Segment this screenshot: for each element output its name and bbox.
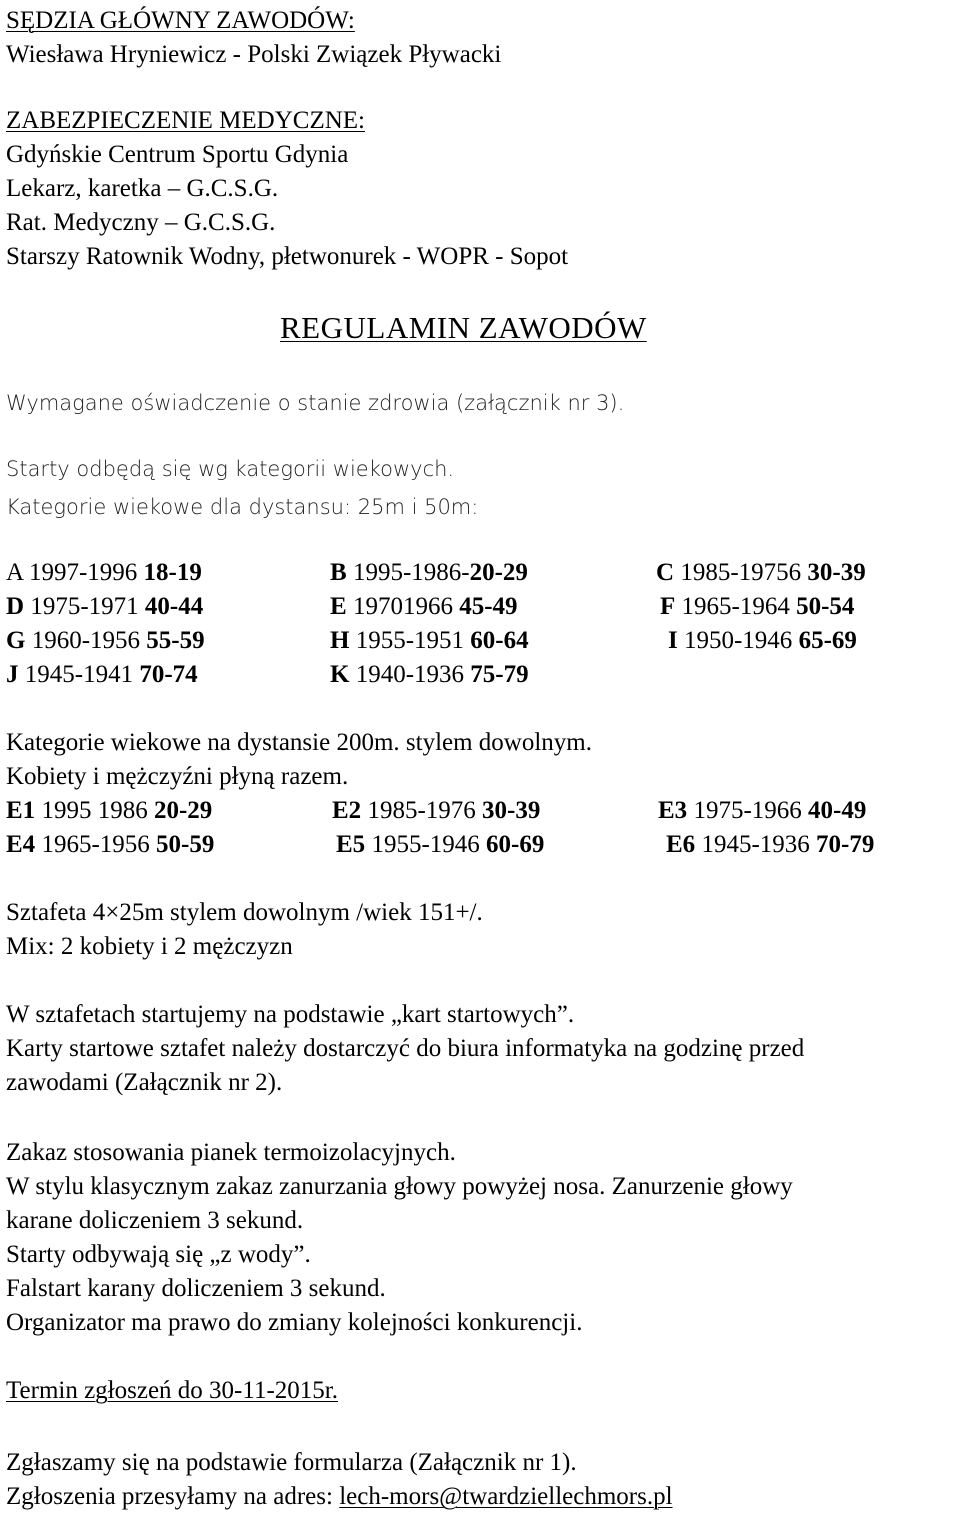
relay-cards-line: zawodami (Załącznik nr 2). xyxy=(6,1069,283,1096)
judge-name: Wiesława Hryniewicz - Polski Związek Pływacki xyxy=(6,41,502,68)
category-i: I 1950-1946 65-69 xyxy=(668,627,857,654)
category-g: G 1960-1956 55-59 xyxy=(6,627,205,654)
category-e5: E5 1955-1946 60-69 xyxy=(336,831,545,858)
category-f: F 1965-1964 50-54 xyxy=(660,593,855,620)
medical-heading: ZABEZPIECZENIE MEDYCZNE: xyxy=(6,107,365,134)
distance-categories-heading: Kategorie wiekowe dla dystansu: 25m i 50m: xyxy=(6,495,479,519)
relay-mix: Mix: 2 kobiety i 2 mężczyzn xyxy=(6,933,293,960)
medical-line: Lekarz, karetka – G.C.S.G. xyxy=(6,175,279,202)
registration-address xyxy=(6,1480,673,1514)
category-e6: E6 1945-1936 70-79 xyxy=(666,831,875,858)
rule-line: Starty odbywają się „z wody”. xyxy=(6,1241,311,1268)
registration-deadline: Termin zgłoszeń do 30-11-2015r. xyxy=(6,1377,338,1404)
category-e2: E2 1985-1976 30-39 xyxy=(332,797,541,824)
relay-cards-line: Karty startowe sztafet należy dostarczyć do biura informatyka na godzinę przed xyxy=(6,1035,805,1062)
relay-heading: Sztafeta 4×25m stylem dowolnym /wiek 151+/. xyxy=(6,899,483,926)
freestyle-note: Kobiety i mężczyźni płyną razem. xyxy=(6,763,349,790)
medical-line: Gdyńskie Centrum Sportu Gdynia xyxy=(6,141,349,168)
medical-line: Rat. Medyczny – G.C.S.G. xyxy=(6,209,276,236)
category-k: K 1940-1936 75-79 xyxy=(330,661,529,688)
rule-line: Organizator ma prawo do zmiany kolejności konkurencji. xyxy=(6,1309,583,1336)
category-h: H 1955-1951 60-64 xyxy=(330,627,529,654)
rule-line: W stylu klasycznym zakaz zanurzania głowy powyżej nosa. Zanurzenie głowy xyxy=(6,1173,793,1200)
freestyle-heading: Kategorie wiekowe na dystansie 200m. stylem dowolnym. xyxy=(6,729,592,756)
relay-cards-line: W sztafetach startujemy na podstawie „kart startowych”. xyxy=(6,1001,575,1028)
medical-line: Starszy Ratownik Wodny, płetwonurek - WOPR - Sopot xyxy=(6,243,569,270)
rule-line: karane doliczeniem 3 sekund. xyxy=(6,1207,304,1234)
registration-form-note: Zgłaszamy się na podstawie formularza (Załącznik nr 1). xyxy=(6,1449,577,1476)
category-c: C 1985-19756 30-39 xyxy=(656,559,866,586)
email-link[interactable]: lech-mors@twardziellechmors.pl xyxy=(339,1483,673,1510)
judge-heading: SĘDZIA GŁÓWNY ZAWODÓW: xyxy=(6,7,355,34)
category-e1: E1 1995 1986 20-29 xyxy=(6,797,213,824)
category-b: B 1995-1986-20-29 xyxy=(330,559,528,586)
category-e3: E3 1975-1966 40-49 xyxy=(658,797,867,824)
category-e: E 19701966 45-49 xyxy=(330,593,518,620)
category-a: A 1997-1996 18-19 xyxy=(6,559,202,586)
category-j: J 1945-1941 70-74 xyxy=(6,661,198,688)
registration-address-label: Zgłoszenia przesyłamy na adres: xyxy=(6,1483,340,1510)
category-e4: E4 1965-1956 50-59 xyxy=(6,831,215,858)
rule-line: Falstart karany doliczeniem 3 sekund. xyxy=(6,1275,386,1302)
health-statement: Wymagane oświadczenie o stanie zdrowia (załącznik nr 3). xyxy=(6,391,625,415)
rule-line: Zakaz stosowania pianek termoizolacyjnych. xyxy=(6,1139,456,1166)
age-groups-note: Starty odbędą się wg kategorii wiekowych. xyxy=(6,457,455,481)
rules-title: REGULAMIN ZAWODÓW xyxy=(280,310,647,345)
category-d: D 1975-1971 40-44 xyxy=(6,593,204,620)
